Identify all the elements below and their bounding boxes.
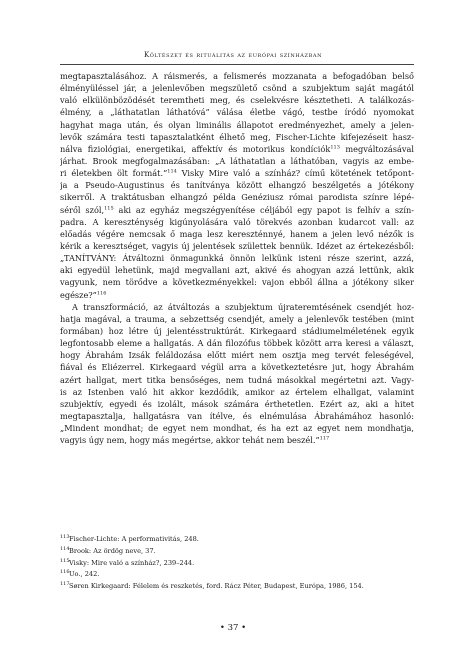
text-line: megtapasztalásához. A ráismerés, a felismerés mozzanata a befogadóban belső [60, 71, 414, 81]
text-line: hagyhat maga után, és olyan liminális állapotot eredményezhet, amely a jelen- [60, 119, 414, 130]
text-line: szubjektív, egyedi és izolált, mások számára érthetetlen. Ezért az, aki a hitet [60, 398, 414, 409]
footnote-text: Fischer-Lichte: A performativitás, 248. [69, 535, 199, 543]
text-line: egésze?”$^{116}$ [60, 289, 107, 300]
text-line: levők számára testi tapasztalatként élhető meg, Fischer-Lichte kifejezéseit hasz- [60, 131, 414, 142]
footnote-number: 114 [60, 545, 70, 552]
text-line: járhat. Brook megfogalmazásában: „A láthatatlan a láthatóban, vagyis az embe- [60, 155, 414, 166]
footnote [60, 581, 414, 593]
text-line: élményüléssel jár, a jelenlevőben megszülető csönd a szubjektum saját magától [60, 83, 414, 94]
footnote-text: Søren Kirkegaard: Félelem és reszketés, ford. Rácz Péter, Budapest, Európa, 1986, 154. [69, 582, 364, 591]
footnote-number: 113 [60, 534, 70, 540]
footnote-number: 115 [60, 557, 70, 564]
footnote-ref: 115 [104, 204, 114, 211]
text-line: hatja magával, a trauma, a sebzettség csendjét, amely a jelenlevők testében (mint [60, 313, 414, 324]
text-line: való elkülönbözödését teremtheti meg, és cselekvésre késztetheti. A találkozás- [60, 95, 414, 106]
text-line: élmény, a „láthatatlan láthatóvá” válása életbe vágó, testbe íródó nyomokat [60, 107, 414, 118]
text-line: „Mindent mondhat; de egyet nem mondhat, és ha ezt az egyet nem mondhatja, [60, 423, 414, 434]
text-line: séről szól,$^{115}$ aki az egyház megszégyenítése céljából egy papot is felhív a szín- [60, 204, 414, 215]
text-line: ja a Pseudo-Augustinus és tanítványa között elhangzó beszélgetés a jótékony [60, 180, 414, 191]
footnote-number: 116 [60, 569, 70, 576]
text-line: A transzformáció, az átváltozás a szubjektum újrateremtésének csendjét hoz- [72, 301, 414, 312]
footnote-ref: 113 [330, 144, 340, 151]
text-line: megtapasztalja, hallgatásra van ítélve, és elnémulása Ábrahámához hasonló: [60, 410, 414, 421]
text-line: ri életekben ölt formát.”$^{114}$ Visky Mire való a színház? című kötetének tetőpont- [60, 168, 414, 179]
text-line: fiával és Eliézerrel. Kirkegaard végül arra a következtetésre jut, hogy Ábrahám [60, 362, 414, 373]
text-line: vagyunk, nem törődve a következményekkel: vajon ebből állna a jótékony siker [60, 277, 414, 288]
text-line: vagyis úgy nem, hogy más megértse, akkor tehát nem beszél.”$^{117}$ [60, 435, 330, 446]
text-line: legfontosabb eleme a hallgatás. A dán filozófus többek között arra keresi a választ, [60, 338, 414, 349]
footnote-ref: 116 [96, 289, 107, 296]
text-line: is az Istenben való hit akkor kezdődik, amikor az értelem elhallgat, valamint [60, 386, 414, 397]
running-head: Költészet és rituálitás az európai színházban [143, 51, 323, 59]
footnote [60, 558, 414, 570]
text-line: nálva fiziológiai, energetikai, affektív és motorikus kondíciók$^{113}$ megváltozásával [60, 143, 414, 154]
footnote [60, 546, 414, 558]
footnote-text: Brook: Az ördög neve, 37. [69, 546, 156, 555]
footnote-text: Visky: Mire való a színház?, 239–244. [69, 558, 195, 567]
text-line: azért hallgat, mert titka bensőséges, nem tudná másokkal megértetni azt. Vagy- [60, 374, 414, 385]
footnote [60, 534, 414, 546]
footnote-number: 117 [60, 581, 70, 588]
page-number: • 37 • [219, 623, 247, 633]
text-line: előadás végére nemcsak ő maga lesz kereszténnyé, hanem a jelen levő nézők is [60, 228, 414, 239]
text-line: hogy Ábrahám Izsák feláldozása előtt miért nem osztja meg tervét feleségével, [60, 350, 414, 361]
footnote-ref: 114 [167, 168, 177, 175]
header-rule [60, 64, 414, 65]
text-line: sikerről. A traktátusban elhangzó példa Genéziusz római parodista színre lépé- [60, 192, 414, 203]
main-text [60, 70, 414, 446]
footnote [60, 569, 414, 581]
text-line: formában) hoz létre új jelentésstruktúrát. Kirkegaard stádiumelméletének egyik [60, 325, 414, 336]
text-line: kérik a keresztséget, vagyis új jelentések születtek bennük. Idézet az értekezésből: [60, 240, 414, 251]
footnotes [60, 534, 414, 593]
text-line: aki egyedül lehetünk, majd megvallani azt, akivé és ahogyan azzá lettünk, akik [60, 265, 414, 276]
text-line: „TANÍTVÁNY: Átváltozni önmagunkká önnön lelkünk isteni része szerint, azzá, [60, 253, 414, 264]
text-line: padra. A kereszténység kigúnyolására való törekvés azonban kudarcot vall: az [60, 216, 414, 227]
footnote-text: Uo., 242. [69, 570, 100, 579]
footnote-ref: 117 [319, 435, 330, 442]
